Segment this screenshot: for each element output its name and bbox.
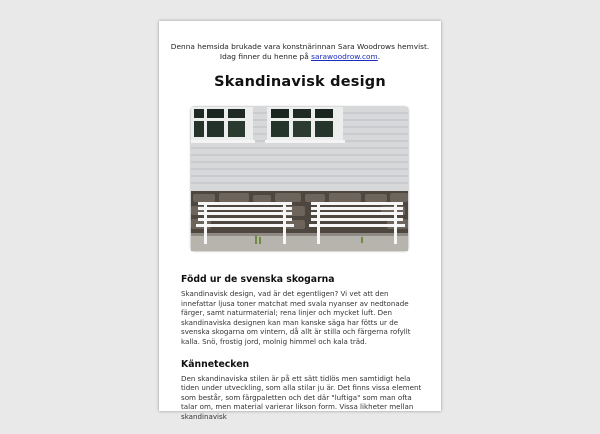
notice-text — [169, 42, 431, 62]
benches-photo — [191, 107, 408, 251]
website-link[interactable]: sarawoodrow.com — [311, 52, 378, 61]
section-body: Den skandinaviska stilen är på ett sätt tidlös men samtidigt hela tiden under utveckling, som alla stilar ju är. Det finns vissa element som består, som färgpaletten och det där "luftiga" som man ofta talar om, men material varierar likson form. Vissa likheter mellan skandinavisk — [181, 373, 422, 421]
notice-message: Denna hemsida brukade vara konstnärinnan Sara Woodrows hemvist. Idag finner du henne på — [170, 42, 430, 61]
page-title: Skandinavisk design — [214, 74, 386, 90]
hero-image — [191, 107, 408, 251]
notice-suffix: . — [377, 52, 381, 61]
page-card — [159, 21, 441, 421]
section-heading: Kännetecken — [181, 358, 250, 370]
section-heading: Född ur de svenska skogarna — [181, 274, 335, 285]
section-body: Skandinavisk design, vad är det egentligen? Vi vet att den innefattar ljusa toner matchat med svala nyanser av nedtonade färger, samt naturmaterial; rena linjer och mycket luft. Den skandinaviska designen kan man kanske säga har fötts ur de svenska skogarna om vintern, då allt är stilla och färgerna rofyllt kalla. Snö, frostig jord, molnig himmel och kala träd. — [181, 289, 411, 346]
article-content — [181, 274, 424, 434]
